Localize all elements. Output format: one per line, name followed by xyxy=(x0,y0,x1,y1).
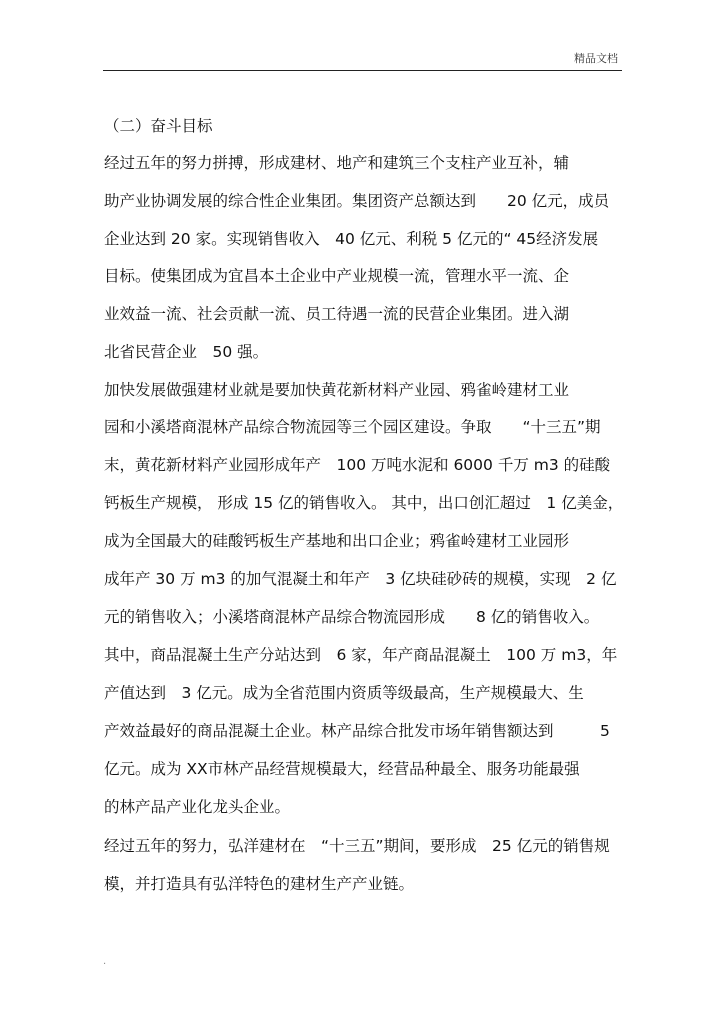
paragraph-line: 模，并打造具有弘洋特色的建材生产产业链。 xyxy=(104,875,415,893)
paragraph-line: 经过五年的努力拼搏，形成建材、地产和建筑三个支柱产业互补，辅 xyxy=(104,154,570,172)
paragraph-line: 亿元。成为 XX市林产品经营规模最大，经营品种最全、服务功能最强 xyxy=(104,760,580,778)
paragraph-line: 北省民营企业 50 强。 xyxy=(104,343,269,361)
header-divider xyxy=(103,70,622,71)
paragraph-line: 经过五年的努力，弘洋建材在 “十三五”期间，要形成 25 亿元的销售规 xyxy=(104,837,610,855)
paragraph-line: 加快发展做强建材业就是要加快黄花新材料产业园、鸦雀岭建材工业 xyxy=(104,381,570,399)
paragraph-line: 产值达到 3 亿元。成为全省范围内资质等级最高，生产规模最大、生 xyxy=(104,684,584,702)
paragraph-line: 企业达到 20 家。实现销售收入 40 亿元、利税 5 亿元的“ 45经济发展 xyxy=(104,230,599,248)
paragraph-line: 目标。使集团成为宜昌本土企业中产业规模一流，管理水平一流、企 xyxy=(104,267,570,285)
paragraph-line: 园和小溪塔商混林产品综合物流园等三个园区建设。争取 “十三五”期 xyxy=(104,418,601,436)
paragraph-line: 业效益一流、社会贡献一流、员工待遇一流的民营企业集团。进入湖 xyxy=(104,305,570,323)
paragraph-line: 钙板生产规模， 形成 15 亿的销售收入。 其中，出口创汇超过 1 亿美金， xyxy=(104,494,624,512)
paragraph-line: 其中，商品混凝土生产分站达到 6 家，年产商品混凝土 100 万 m3，年 xyxy=(104,646,618,664)
paragraph-line: 末，黄花新材料产业园形成年产 100 万吨水泥和 6000 千万 m3 的硅酸 xyxy=(104,456,611,474)
section-heading: （二）奋斗目标 xyxy=(104,117,213,135)
paragraph-line: 成年产 30 万 m3 的加气混凝土和年产 3 亿块硅砂砖的规模，实现 2 亿 xyxy=(104,570,617,588)
paragraph-line: 的林产品产业化龙头企业。 xyxy=(104,798,291,816)
header-label: 精品文档 xyxy=(574,52,618,65)
paragraph-line: 元的销售收入；小溪塔商混林产品综合物流园形成 8 亿的销售收入。 xyxy=(104,608,600,626)
footer-mark: . xyxy=(103,956,107,967)
paragraph-line: 助产业协调发展的综合性企业集团。集团资产总额达到 20 亿元，成员 xyxy=(104,192,610,210)
paragraph-line: 成为全国最大的硅酸钙板生产基地和出口企业；鸦雀岭建材工业园形 xyxy=(104,532,570,550)
paragraph-line: 产效益最好的商品混凝土企业。林产品综合批发市场年销售额达到 5 xyxy=(104,722,610,740)
